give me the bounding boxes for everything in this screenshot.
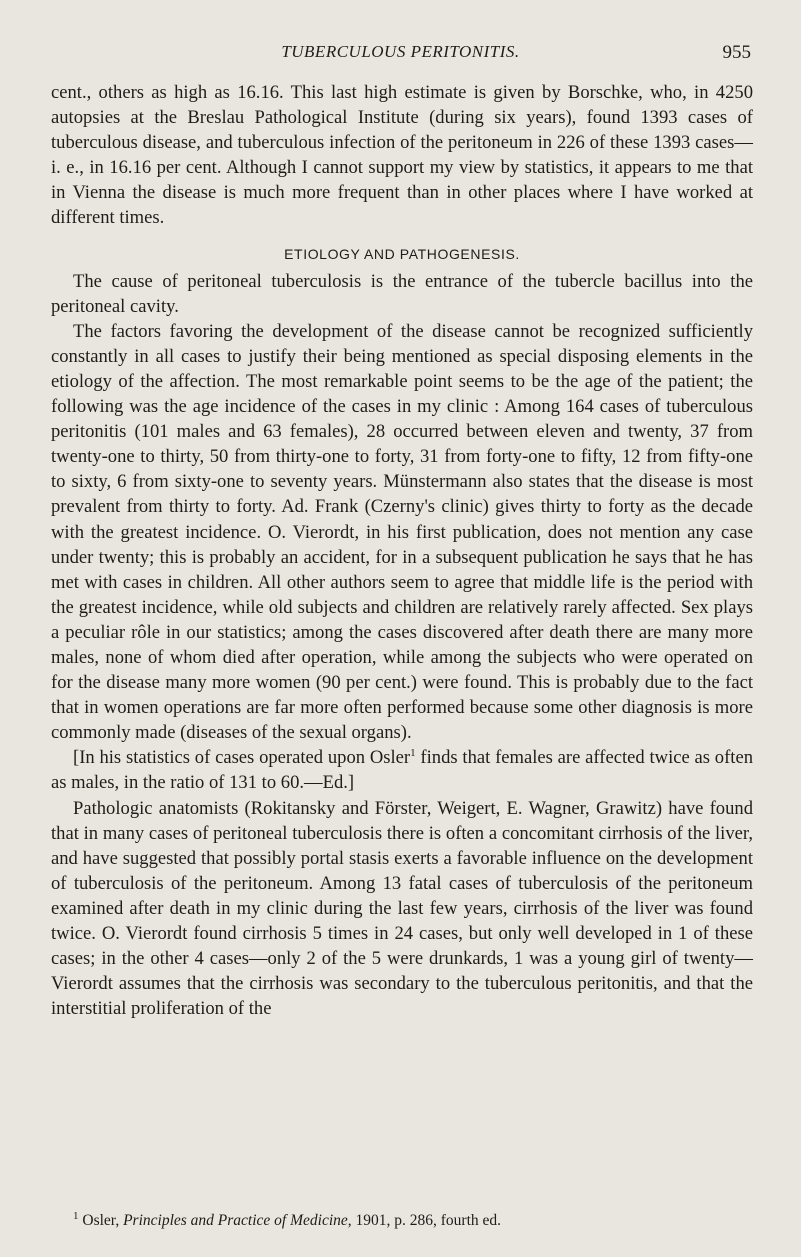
editorial-text-end: finds that females are affected twice as often as males, in the ratio of 131 to 60.—Ed.] <box>51 747 754 794</box>
footnote <box>51 1211 753 1231</box>
running-title: TUBERCULOUS PERITONITIS. <box>281 42 520 61</box>
running-head <box>50 42 751 66</box>
paragraph-factors: The factors favoring the development of the disease cannot be recognized sufficiently constantly in all cases to justify their being mentioned as special disposing elements in the etiology of the affection. The most remarkable point seems to be the age of the patient; the following was the age incidence of the cases in my clinic : Among 164 cases of tuberculous peritonitis (101 males and 63 females), 28 occurred between eleven and twenty, 37 from twenty-one to thirty, 50 from thirty-one to forty, 31 from forty-one to fifty, 12 from fifty-one to sixty, 6 from sixty-one to seventy years. Münstermann also states that the disease is most prevalent from thirty to forty. Ad. Frank (Czerny's clinic) gives thirty to forty as the decade with the greatest incidence. O. Vierordt, in his first publication, does not mention any case under twenty; this is probably an accident, for in a subsequent publication he says that he has met with cases in children. All other authors seem to agree that middle life is the period with the greatest incidence, while old subjects and children are relatively rarely affected. Sex plays a peculiar rôle in our statistics; among the cases discovered after death there are many more males, none of whom died after operation, while among the subjects who were operated on for the disease many more women (90 per cent.) were found. This is probably due to the fact that in women operations are far more often performed because some other diagnosis is more commonly made (diseases of the sexual organs). <box>51 320 753 744</box>
body-text <box>51 80 753 1021</box>
paragraph-pathology: Pathologic anatomists (Rokitansky and Förster, Weigert, E. Wagner, Grawitz) have found that in many cases of peritoneal tuberculosis there is often a concomitant cirrhosis of the liver, and have suggested that possibly portal stasis exerts a favorable influence on the development of tuberculosis of the peritoneum. Among 13 fatal cases of tuberculosis of the peritoneum examined after death in my clinic during the last few years, cirrhosis of the liver was found twice. O. Vierordt found cirrhosis 5 times in 24 cases, but only well developed in 1 of these cases; in the other 4 cases—only 2 of the 5 were drunkards, 1 was a young girl of twenty—Vierordt assumes that the cirrhosis was secondary to the tuberculous peritonitis, and that the interstitial proliferation of the <box>51 797 753 1020</box>
footnote-marker: 1 <box>73 1209 79 1222</box>
page-number: 955 <box>722 42 751 63</box>
footnote-reference[interactable]: 1 <box>410 747 416 760</box>
paragraph-continued: cent., others as high as 16.16. This last high estimate is given by Borschke, who, in 4250 autopsies at the Breslau Pathological Institute (during six years), found 1393 cases of tuberculous disease, and tuberculous infection of the peritoneum in 226 of these 1393 cases— i. e., in 16.16 per cent. Although I cannot support my view by statistics, it appears to me that in Vienna the disease is much more frequent than in other places where I have worked at different times. <box>51 82 753 229</box>
paragraph-editorial-note <box>51 745 753 795</box>
footnote-details: , 1901, p. 286, fourth ed. <box>347 1212 502 1229</box>
section-heading: ETIOLOGY AND PATHOGENESIS. <box>284 245 520 262</box>
footnote-author: Osler, <box>78 1212 124 1229</box>
paragraph-cause: The cause of peritoneal tuberculosis is the entrance of the tubercle bacillus into the peritoneal cavity. <box>51 270 753 317</box>
footnote-title: Principles and Practice of Medicine <box>123 1212 348 1229</box>
editorial-text-start: [In his statistics of cases operated upon Osler <box>73 747 411 769</box>
